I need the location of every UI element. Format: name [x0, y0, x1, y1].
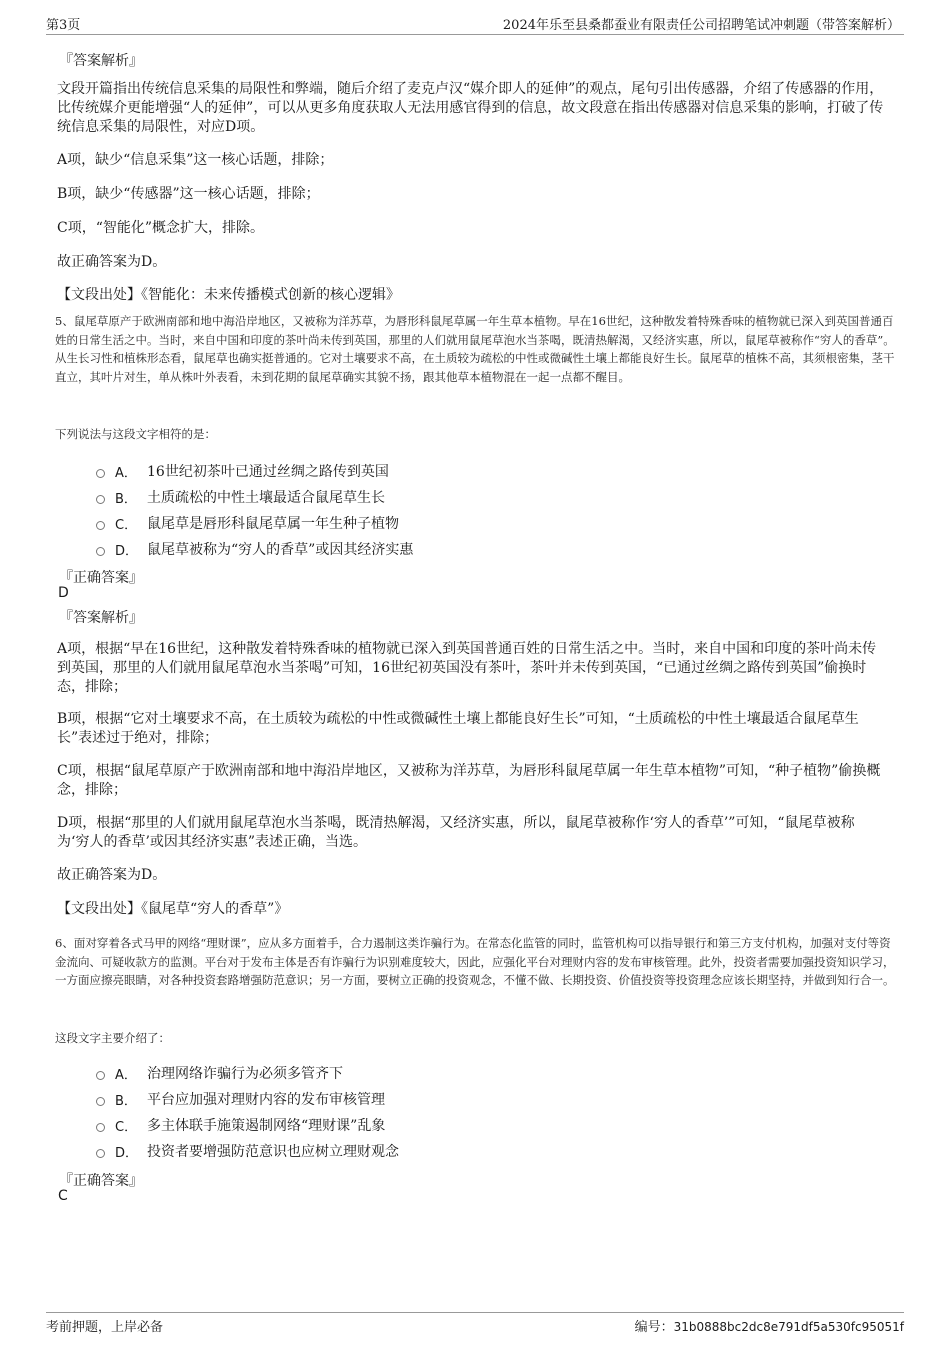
- option-text: 鼠尾草被称为“穷人的香草”或因其经济实惠: [147, 542, 414, 558]
- analysis-item-b: B项，缺少“传感器”这一核心话题，排除；: [57, 186, 320, 202]
- option-letter: B．: [115, 491, 137, 507]
- page-footer: [46, 1312, 904, 1335]
- option-text: 土质疏松的中性土壤最适合鼠尾草生长: [147, 490, 385, 506]
- analysis-item-a: A项，缺少“信息采集”这一核心话题，排除；: [57, 152, 334, 168]
- question-5-option-a[interactable]: [96, 461, 389, 481]
- option-letter: D．: [115, 543, 139, 559]
- question-5-stem: 5、鼠尾草原产于欧洲南部和地中海沿岸地区，又被称为洋苏草，为唇形科鼠尾草属一年生草本植物。早在16世纪，这种散发着特殊香味的植物就已深入到英国普通百姓的日常生活之中。当时，来自中国和印度的茶叶尚未传到英国，那里的人们就用鼠尾草泡水当茶喝，既清热解渴，又经济实惠，所以，鼠尾草被称作“穷人的香草”。从生长习性和植株形态看，鼠尾草也确实挺普通的。它对土壤要求不高，在土质较为疏松的中性或微碱性土壤上都能良好生长。鼠尾草的植株不高，其须根密集，茎干直立，其叶片对生，单从株叶外表看，未到花期的鼠尾草确实其貌不扬，跟其他草本植物混在一起一点都不醒目。: [55, 314, 895, 384]
- analysis-item-a: A项，根据“早在16世纪，这种散发着特殊香味的植物就已深入到英国普通百姓的日常生活之中。当时，来自中国和印度的茶叶尚未传到英国，那里的人们就用鼠尾草泡水当茶喝”可知，16世纪初英国没有茶叶，茶叶并未传到英国，“已通过丝绸之路传到英国”偷换时态，排除；: [57, 641, 877, 695]
- radio-icon[interactable]: [96, 1123, 105, 1132]
- radio-icon[interactable]: [96, 1071, 105, 1080]
- radio-icon[interactable]: [96, 547, 105, 556]
- analysis-item-d: D项，根据“那里的人们就用鼠尾草泡水当茶喝，既清热解渴，又经济实惠，所以，鼠尾草被称作‘穷人的香草’”可知，“鼠尾草被称为‘穷人的香草’或因其经济实惠”表述正确，当选。: [57, 815, 855, 850]
- question-6-option-b[interactable]: [96, 1089, 385, 1109]
- analysis-paragraph: 文段开篇指出传统信息采集的局限性和弊端，随后介绍了麦克卢汉“媒介即人的延伸”的观点，尾句引出传感器，介绍了传感器的作用，比传统媒介更能增强“人的延伸”，可以从更多角度获取人无法用感官得到的信息，故文段意在指出传感器对信息采集的影响，打破了传统信息采集的局限性，对应D项。: [57, 81, 884, 135]
- question-5-option-c[interactable]: [96, 513, 399, 533]
- question-5-option-d[interactable]: [96, 539, 413, 559]
- correct-answer-value: D: [58, 585, 69, 601]
- analysis-item-b: B项，根据“它对土壤要求不高，在土质较为疏松的中性或微碱性土壤上都能良好生长”可知，“土质疏松的中性土壤最适合鼠尾草生长”表述过于绝对，排除；: [57, 711, 859, 746]
- document-code-value: 31b0888bc2dc8e791df5a530fc95051f: [673, 1320, 904, 1334]
- analysis-conclusion: 故正确答案为D。: [57, 254, 167, 270]
- correct-answer-value: C: [58, 1188, 68, 1204]
- analysis-heading: 『答案解析』: [59, 53, 143, 69]
- radio-icon[interactable]: [96, 469, 105, 478]
- option-text: 多主体联手施策遏制网络“理财课”乱象: [147, 1118, 386, 1134]
- correct-answer-heading: 『正确答案』: [59, 1173, 143, 1189]
- option-letter: D．: [115, 1145, 139, 1161]
- option-letter: C．: [115, 1119, 138, 1135]
- radio-icon[interactable]: [96, 495, 105, 504]
- passage-source: 【文段出处】《鼠尾草“穷人的香草”》: [57, 901, 289, 917]
- document-code-label: 编号：: [634, 1320, 674, 1335]
- document-code: [635, 1316, 904, 1335]
- passage-source: 【文段出处】《智能化：未来传播模式创新的核心逻辑》: [57, 287, 400, 303]
- question-6-stem: 6、面对穿着各式马甲的网络“理财课”，应从多方面着手，合力遏制这类诈骗行为。在常态化监管的同时，监管机构可以指导银行和第三方支付机构，加强对支付等资金流向、可疑收款方的监测。平台对于发布主体是否有诈骗行为识别难度较大，因此，应强化平台对理财内容的发布审核管理。此外，投资者需要加强投资知识学习，一方面应擦亮眼睛，对各种投资套路增强防范意识；另一方面，要树立正确的投资观念，不懂不做、长期投资、价值投资等投资理念应该长期坚持，并做到知行合一。: [55, 936, 895, 987]
- correct-answer-heading: 『正确答案』: [59, 570, 143, 586]
- analysis-item-c: C项，“智能化”概念扩大，排除。: [57, 220, 265, 236]
- option-letter: A．: [115, 1067, 137, 1083]
- option-letter: C．: [115, 517, 138, 533]
- option-text: 16世纪初茶叶已通过丝绸之路传到英国: [147, 464, 389, 480]
- analysis-heading: 『答案解析』: [59, 610, 143, 626]
- page-number: 第3页: [46, 18, 81, 33]
- option-text: 鼠尾草是唇形科鼠尾草属一年生种子植物: [147, 516, 399, 532]
- question-6-option-c[interactable]: [96, 1115, 385, 1135]
- option-text: 投资者要增强防范意识也应树立理财观念: [147, 1144, 399, 1160]
- question-5-option-b[interactable]: [96, 487, 385, 507]
- question-5-prompt: 下列说法与这段文字相符的是：: [55, 427, 216, 441]
- footer-slogan: 考前押题，上岸必备: [46, 1320, 164, 1335]
- question-6-option-a[interactable]: [96, 1063, 343, 1083]
- page-header: [46, 14, 904, 35]
- option-text: 平台应加强对理财内容的发布审核管理: [147, 1092, 385, 1108]
- document-title: 2024年乐至县桑都蚕业有限责任公司招聘笔试冲刺题（带答案解析）: [502, 18, 900, 33]
- question-6-prompt: 这段文字主要介绍了：: [55, 1031, 170, 1045]
- radio-icon[interactable]: [96, 1149, 105, 1158]
- analysis-conclusion: 故正确答案为D。: [57, 867, 167, 883]
- option-text: 治理网络诈骗行为必须多管齐下: [147, 1066, 343, 1082]
- question-6-option-d[interactable]: [96, 1141, 399, 1161]
- radio-icon[interactable]: [96, 521, 105, 530]
- analysis-item-c: C项，根据“鼠尾草原产于欧洲南部和地中海沿岸地区，又被称为洋苏草，为唇形科鼠尾草属一年生草本植物”可知，“种子植物”偷换概念，排除；: [57, 763, 881, 798]
- option-letter: A．: [115, 465, 137, 481]
- radio-icon[interactable]: [96, 1097, 105, 1106]
- option-letter: B．: [115, 1093, 137, 1109]
